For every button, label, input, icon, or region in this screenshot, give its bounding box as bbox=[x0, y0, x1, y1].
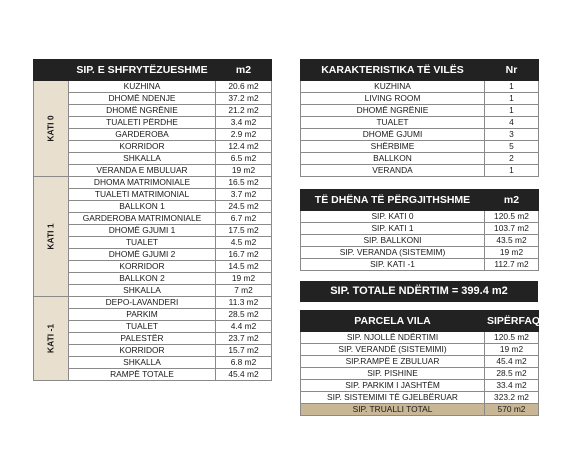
table-row bbox=[301, 105, 539, 117]
room-area: 3.7 m2 bbox=[216, 189, 272, 201]
floor-label-text: KATI 0 bbox=[45, 115, 56, 142]
table-row bbox=[34, 357, 272, 369]
villa-features-table bbox=[300, 59, 539, 177]
table-row bbox=[34, 105, 272, 117]
room-area: 6.7 m2 bbox=[216, 213, 272, 225]
room-name: PARKIM bbox=[69, 309, 216, 321]
table-row bbox=[301, 344, 539, 356]
room-area: 45.4 m2 bbox=[216, 369, 272, 381]
table-row bbox=[34, 213, 272, 225]
table-row bbox=[301, 165, 539, 177]
row-label: VERANDA bbox=[301, 165, 485, 177]
room-name: BALLKON 1 bbox=[69, 201, 216, 213]
table-row bbox=[34, 93, 272, 105]
table-row bbox=[34, 81, 272, 93]
row-label: TUALET bbox=[301, 117, 485, 129]
room-name: TUALET bbox=[69, 321, 216, 333]
table-row bbox=[34, 141, 272, 153]
parcel-total-value: 570 m2 bbox=[485, 404, 539, 416]
table-row bbox=[34, 273, 272, 285]
row-label: SIP. PISHINE bbox=[301, 368, 485, 380]
general-header bbox=[301, 190, 539, 211]
row-label: SIP. BALLKONI bbox=[301, 235, 485, 247]
table-row bbox=[34, 261, 272, 273]
room-area: 16.7 m2 bbox=[216, 249, 272, 261]
row-label: SIP. PARKIM I JASHTËM bbox=[301, 380, 485, 392]
row-label: SIP. VERANDË (SISTEMIMI) bbox=[301, 344, 485, 356]
features-header bbox=[301, 60, 539, 81]
room-area: 14.5 m2 bbox=[216, 261, 272, 273]
table-row bbox=[34, 177, 272, 189]
room-area: 15.7 m2 bbox=[216, 345, 272, 357]
table-row bbox=[301, 153, 539, 165]
room-area: 24.5 m2 bbox=[216, 201, 272, 213]
room-name: SHKALLA bbox=[69, 153, 216, 165]
features-title: KARAKTERISTIKA TË VILËS bbox=[301, 60, 485, 81]
parcel-header bbox=[301, 311, 539, 332]
parcel-total-name: SIP. TRUALLI TOTAL bbox=[301, 404, 485, 416]
table-row bbox=[301, 93, 539, 105]
room-name: KORRIDOR bbox=[69, 141, 216, 153]
row-value: 3 bbox=[485, 129, 539, 141]
row-value: 1 bbox=[485, 93, 539, 105]
table-row bbox=[301, 259, 539, 271]
usable-area-header bbox=[34, 60, 272, 81]
row-value: 1 bbox=[485, 165, 539, 177]
row-value: 120.5 m2 bbox=[485, 332, 539, 344]
row-value: 19 m2 bbox=[485, 344, 539, 356]
room-area: 23.7 m2 bbox=[216, 333, 272, 345]
room-name: VERANDA E MBULUAR bbox=[69, 165, 216, 177]
floor-label-text: KATI 1 bbox=[45, 223, 56, 250]
table-row bbox=[301, 392, 539, 404]
room-name: GARDEROBA MATRIMONIALE bbox=[69, 213, 216, 225]
table-row bbox=[34, 165, 272, 177]
room-name: DHOMË NDENJE bbox=[69, 93, 216, 105]
room-name: SHKALLA bbox=[69, 285, 216, 297]
table-row bbox=[301, 380, 539, 392]
room-name: KUZHINA bbox=[69, 81, 216, 93]
row-label: SIP. KATI 1 bbox=[301, 223, 485, 235]
row-value: 112.7 m2 bbox=[485, 259, 539, 271]
table-row bbox=[301, 81, 539, 93]
room-name: DHOMA MATRIMONIALE bbox=[69, 177, 216, 189]
row-label: SIP. SISTEMIMI TË GJELBËRUAR bbox=[301, 392, 485, 404]
usable-area-unit: m2 bbox=[216, 60, 272, 81]
row-label: LIVING ROOM bbox=[301, 93, 485, 105]
row-value: 28.5 m2 bbox=[485, 368, 539, 380]
usable-area-table bbox=[33, 59, 272, 381]
table-row bbox=[34, 117, 272, 129]
room-name: DHOMË NGRËNIE bbox=[69, 105, 216, 117]
table-row bbox=[34, 345, 272, 357]
room-name: DHOMË GJUMI 1 bbox=[69, 225, 216, 237]
room-area: 28.5 m2 bbox=[216, 309, 272, 321]
room-name: RAMPË TOTALE bbox=[69, 369, 216, 381]
table-row bbox=[301, 211, 539, 223]
row-label: SIP. KATI -1 bbox=[301, 259, 485, 271]
table-row bbox=[301, 129, 539, 141]
table-row bbox=[34, 285, 272, 297]
table-row bbox=[301, 247, 539, 259]
floor-section-label bbox=[34, 177, 69, 297]
room-area: 11.3 m2 bbox=[216, 297, 272, 309]
table-row bbox=[301, 117, 539, 129]
room-area: 37.2 m2 bbox=[216, 93, 272, 105]
row-value: 2 bbox=[485, 153, 539, 165]
row-value: 323.2 m2 bbox=[485, 392, 539, 404]
parcel-total-row bbox=[301, 404, 539, 416]
room-name: GARDEROBA bbox=[69, 129, 216, 141]
row-label: BALLKON bbox=[301, 153, 485, 165]
row-label: SHËRBIME bbox=[301, 141, 485, 153]
room-name: TUALET bbox=[69, 237, 216, 249]
room-area: 4.5 m2 bbox=[216, 237, 272, 249]
header-spacer bbox=[34, 60, 69, 81]
general-data-table bbox=[300, 189, 539, 271]
table-row bbox=[34, 297, 272, 309]
room-name: TUALETI MATRIMONIAL bbox=[69, 189, 216, 201]
room-name: BALLKON 2 bbox=[69, 273, 216, 285]
room-area: 4.4 m2 bbox=[216, 321, 272, 333]
table-row bbox=[34, 237, 272, 249]
room-name: SHKALLA bbox=[69, 357, 216, 369]
floor-label-text: KATI -1 bbox=[45, 323, 56, 354]
table-row bbox=[34, 249, 272, 261]
room-name: DHOMË GJUMI 2 bbox=[69, 249, 216, 261]
table-row bbox=[301, 332, 539, 344]
room-area: 21.2 m2 bbox=[216, 105, 272, 117]
room-area: 16.5 m2 bbox=[216, 177, 272, 189]
row-value: 19 m2 bbox=[485, 247, 539, 259]
table-row bbox=[34, 153, 272, 165]
row-value: 45.4 m2 bbox=[485, 356, 539, 368]
room-area: 6.5 m2 bbox=[216, 153, 272, 165]
room-area: 2.9 m2 bbox=[216, 129, 272, 141]
usable-area-title: SIP. E SHFRYTËZUESHME bbox=[69, 60, 216, 81]
room-name: DEPO-LAVANDERI bbox=[69, 297, 216, 309]
row-label: DHOMË NGRËNIE bbox=[301, 105, 485, 117]
general-unit: m2 bbox=[485, 190, 539, 211]
room-area: 17.5 m2 bbox=[216, 225, 272, 237]
parcel-title: PARCELA VILA bbox=[301, 311, 485, 332]
table-row bbox=[34, 225, 272, 237]
table-row bbox=[34, 333, 272, 345]
row-label: SIP. KATI 0 bbox=[301, 211, 485, 223]
row-value: 33.4 m2 bbox=[485, 380, 539, 392]
row-label: SIP.RAMPË E ZBULUAR bbox=[301, 356, 485, 368]
row-value: 43.5 m2 bbox=[485, 235, 539, 247]
room-area: 19 m2 bbox=[216, 165, 272, 177]
floor-section-label bbox=[34, 297, 69, 381]
room-area: 12.4 m2 bbox=[216, 141, 272, 153]
general-title: TË DHËNA TË PËRGJITHSHME bbox=[301, 190, 485, 211]
table-row bbox=[301, 368, 539, 380]
table-row bbox=[34, 201, 272, 213]
table-row bbox=[34, 321, 272, 333]
table-row bbox=[301, 223, 539, 235]
table-row bbox=[301, 235, 539, 247]
row-value: 103.7 m2 bbox=[485, 223, 539, 235]
room-name: PALESTËR bbox=[69, 333, 216, 345]
room-name: KORRIDOR bbox=[69, 345, 216, 357]
row-value: 1 bbox=[485, 105, 539, 117]
parcel-table bbox=[300, 310, 548, 416]
table-row bbox=[34, 309, 272, 321]
table-row bbox=[301, 141, 539, 153]
room-name: TUALETI PËRDHE bbox=[69, 117, 216, 129]
room-area: 7 m2 bbox=[216, 285, 272, 297]
features-unit: Nr bbox=[485, 60, 539, 81]
row-value: 4 bbox=[485, 117, 539, 129]
room-area: 3.4 m2 bbox=[216, 117, 272, 129]
row-value: 5 bbox=[485, 141, 539, 153]
table-row bbox=[301, 356, 539, 368]
room-area: 20.6 m2 bbox=[216, 81, 272, 93]
row-label: DHOMË GJUMI bbox=[301, 129, 485, 141]
row-label: KUZHINA bbox=[301, 81, 485, 93]
row-value: 1 bbox=[485, 81, 539, 93]
room-area: 6.8 m2 bbox=[216, 357, 272, 369]
row-label: SIP. VERANDA (SISTEMIM) bbox=[301, 247, 485, 259]
row-label: SIP. NJOLLË NDËRTIMI bbox=[301, 332, 485, 344]
table-row bbox=[34, 369, 272, 381]
room-area: 19 m2 bbox=[216, 273, 272, 285]
table-row bbox=[34, 129, 272, 141]
row-value: 120.5 m2 bbox=[485, 211, 539, 223]
table-row bbox=[34, 189, 272, 201]
total-construction-banner: SIP. TOTALE NDËRTIM = 399.4 m2 bbox=[300, 281, 538, 302]
room-name: KORRIDOR bbox=[69, 261, 216, 273]
parcel-unit: SIPËRFAQE bbox=[485, 311, 539, 332]
floor-section-label bbox=[34, 81, 69, 177]
